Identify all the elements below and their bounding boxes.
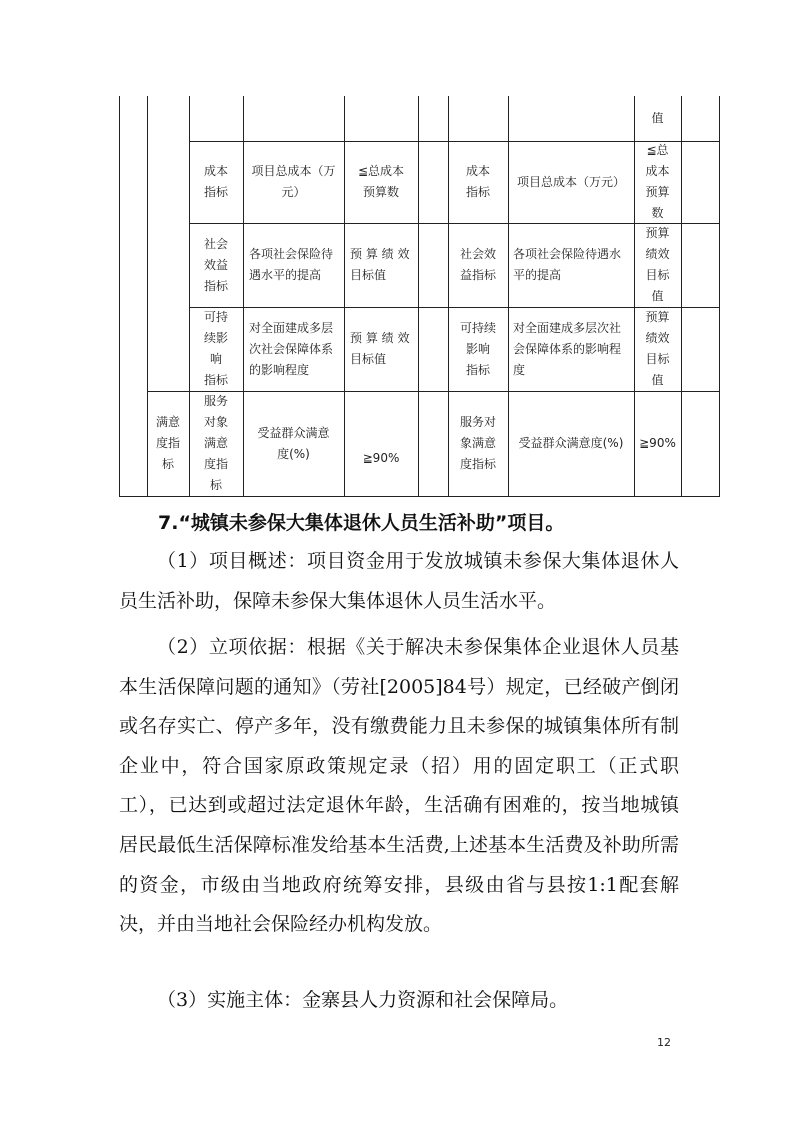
paragraph-basis: （2）立项依据：根据《关于解决未参保集体企业退休人员基本生活保障问题的通知》（劳社[2005]84号）规定，已经破产倒闭或名存实亡、停产多年，没有缴费能力且未参保的城镇集体所有制企业中，符合国家原政策规定录（招）用的固定职工（正式职工），已达到或超过法定退休年龄，生活确有困难的，按当地城镇居民最低生活保障标准发给基本生活费,上述基本生活费及补助所需的资金，市级由当地政府统筹安排，县级由省与县按1:1配套解决，并由当地社会保险经办机构发放。 xyxy=(119,636,679,936)
table-cell: 预算 绩效 目标 值 xyxy=(645,310,670,387)
section-heading: 7.“城镇未参保大集体退休人员生活补助”项目。 xyxy=(158,512,565,534)
table-cell: 项目总成本（万元） xyxy=(516,174,625,189)
table-cell: 值 xyxy=(651,111,664,125)
table-border-left xyxy=(119,96,120,497)
table-cell: 受益群众满意度(%) xyxy=(518,436,624,450)
table-column-divider xyxy=(418,96,419,497)
paragraph-overview: （1）项目概述：项目资金用于发放城镇未参保大集体退休人员生活补助，保障未参保大集体退休人员生活水平。 xyxy=(119,550,679,612)
table-cell: 成本 指标 xyxy=(203,164,228,199)
table-cell: 对全面建成多层 次社会保障体系 的影响程度 xyxy=(249,320,334,377)
table-cell: 成本 指标 xyxy=(465,164,490,199)
paragraph-implementer: （3）实施主体：金寨县人力资源和社会保障局。 xyxy=(157,989,569,1011)
table-cell: 项目总成本（万 元） xyxy=(251,164,336,199)
table-cell: 对全面建成多层次社 会保障体系的影响程 度 xyxy=(513,320,622,377)
table-cell: ≧90% xyxy=(639,436,676,450)
table-cell: 社会效 益指标 xyxy=(459,247,496,282)
indicator-table xyxy=(0,0,793,500)
table-cell: 服务对 象满意 度指标 xyxy=(459,415,496,471)
table-cell: ≦总成本 预算数 xyxy=(357,164,405,199)
table-cell: 预算 绩效 目标 值 xyxy=(645,226,670,303)
table-cell-category: 满意 度指 标 xyxy=(155,415,180,471)
table-border-bottom xyxy=(119,496,719,497)
table-border-right xyxy=(719,96,720,497)
table-cell: ≦总 成本 预算 数 xyxy=(645,143,670,220)
table-cell: 可持 续影 响 指标 xyxy=(203,310,228,387)
table-column-divider xyxy=(681,96,682,497)
table-cell: 各项社会保险待遇水 平的提高 xyxy=(513,247,622,282)
table-cell: 各项社会保险待 遇水平的提高 xyxy=(249,247,334,282)
table-cell: ≧90% xyxy=(362,450,400,465)
table-cell: 服务 对象 满意 度指 标 xyxy=(203,394,228,492)
table-cell: 预 算 绩 效 目标值 xyxy=(350,247,410,282)
page-number: 12 xyxy=(657,1036,671,1049)
table-cell: 社会 效益 指标 xyxy=(203,236,228,293)
table-cell: 预 算 绩 效 目标值 xyxy=(350,331,410,366)
table-cell: 可持续 影响 指标 xyxy=(459,320,496,377)
table-cell: 受益群众满意 度(%) xyxy=(257,425,330,461)
